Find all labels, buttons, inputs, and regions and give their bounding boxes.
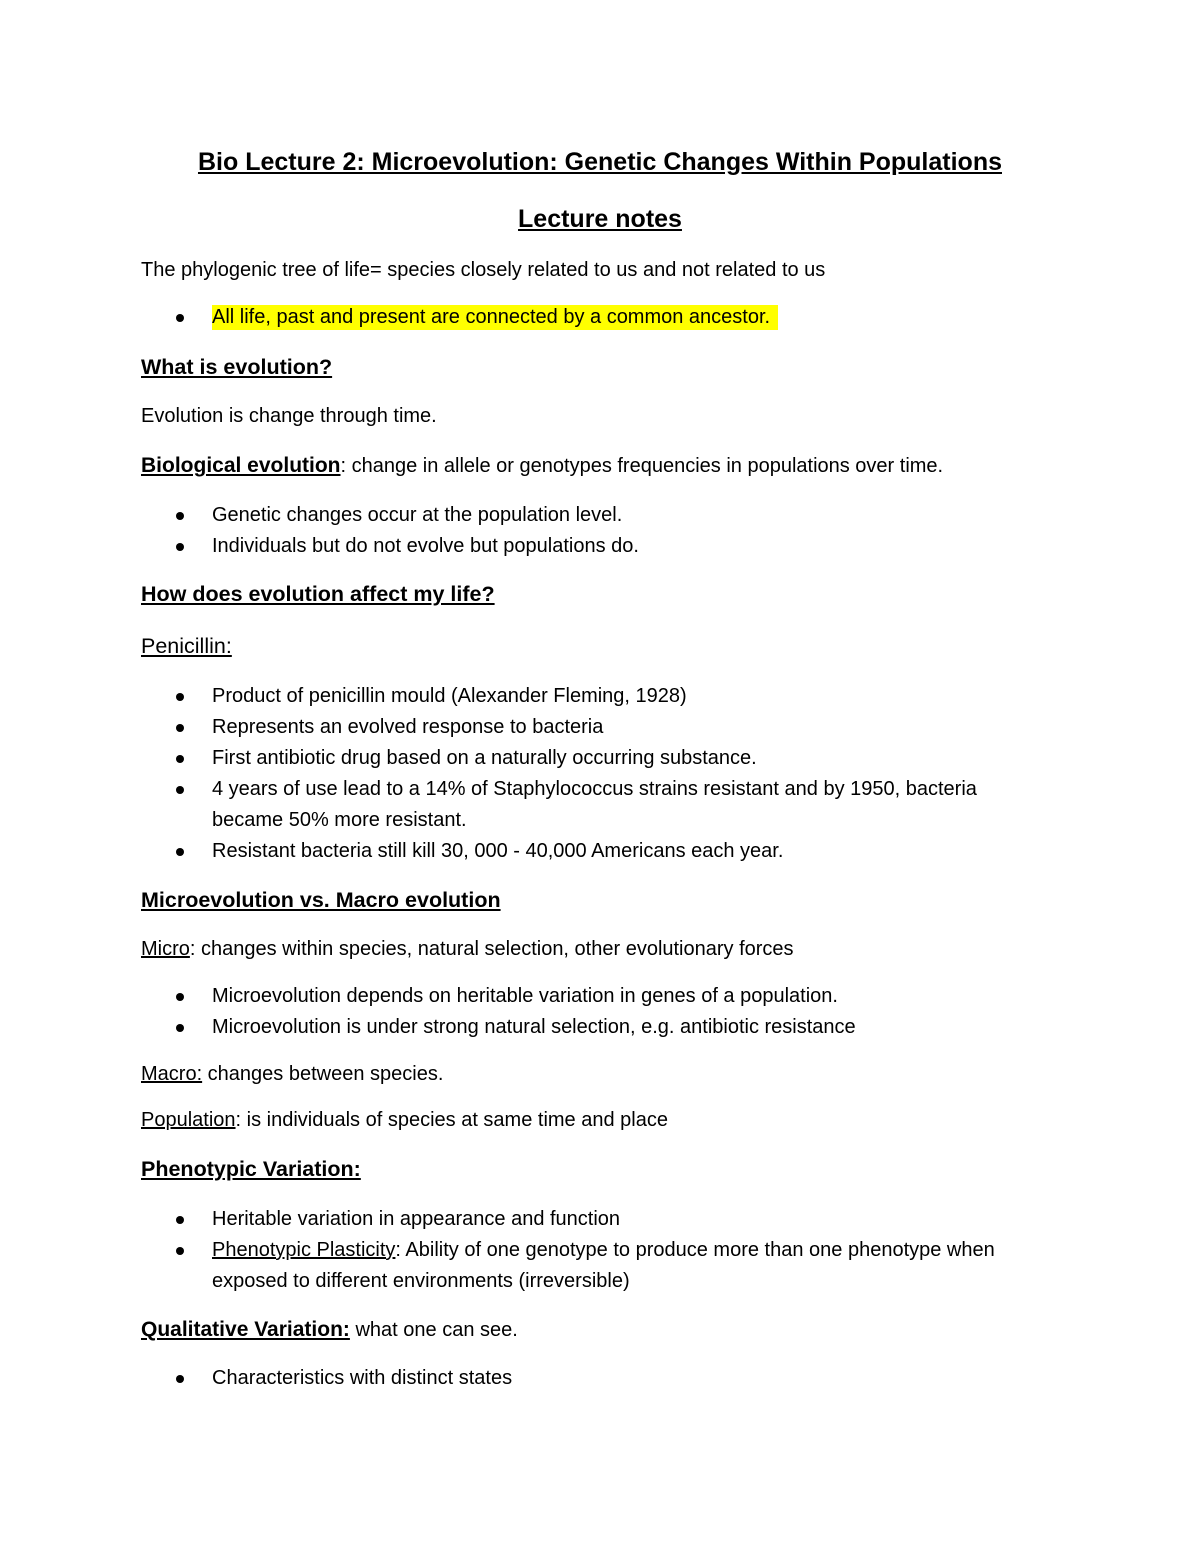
- document-subtitle: Lecture notes: [518, 205, 682, 233]
- micro-bullet-list: [141, 981, 856, 1043]
- biological-evolution-definition: [141, 454, 943, 478]
- list-item: Product of penicillin mould (Alexander Fleming, 1928): [141, 681, 1032, 712]
- definition-text: : change in allele or genotypes frequencies in populations over time.: [340, 455, 944, 477]
- evolution-text: Evolution is change through time.: [141, 405, 437, 427]
- heading-micro-vs-macro: Microevolution vs. Macro evolution: [141, 888, 501, 912]
- list-item: [141, 302, 778, 333]
- heading-what-is-evolution: What is evolution?: [141, 355, 333, 379]
- macro-definition: [141, 1062, 443, 1086]
- term-micro: Micro: [141, 938, 190, 960]
- definition-text: what one can see.: [349, 1319, 518, 1341]
- list-item: Individuals but do not evolve but populations do.: [141, 531, 639, 562]
- list-item: Represents an evolved response to bacteria: [141, 712, 1032, 743]
- term-phenotypic-plasticity: Phenotypic Plasticity: [212, 1239, 396, 1261]
- heading-qualitative-variation: Qualitative Variation:: [141, 1318, 350, 1341]
- definition-text: changes between species.: [202, 1063, 444, 1085]
- intro-bullet-list: [141, 302, 778, 333]
- heading-phenotypic-variation: Phenotypic Variation:: [141, 1157, 361, 1181]
- definition-text: : is individuals of species at same time and place: [235, 1109, 668, 1131]
- list-item: First antibiotic drug based on a naturally occurring substance.: [141, 743, 1032, 774]
- list-item: Characteristics with distinct states: [141, 1363, 512, 1394]
- list-item: Microevolution depends on heritable variation in genes of a population.: [141, 981, 856, 1012]
- qualitative-bullet-list: [141, 1363, 512, 1394]
- list-item: Resistant bacteria still kill 30, 000 - 40,000 Americans each year.: [141, 836, 1032, 867]
- heading-evolution-affect: How does evolution affect my life?: [141, 582, 495, 606]
- list-item: [141, 1235, 1032, 1297]
- phenotypic-bullet-list: [141, 1204, 1032, 1297]
- document-title: Bio Lecture 2: Microevolution: Genetic Changes Within Populations: [197, 148, 1002, 176]
- micro-definition: [141, 937, 794, 961]
- penicillin-bullet-list: [141, 681, 1032, 867]
- population-definition: [141, 1108, 668, 1132]
- list-item: Microevolution is under strong natural selection, e.g. antibiotic resistance: [141, 1012, 856, 1043]
- highlighted-text: All life, past and present are connected by a common ancestor.: [212, 305, 778, 330]
- term-population: Population: [141, 1109, 236, 1131]
- intro-text: The phylogenic tree of life= species closely related to us and not related to us: [141, 259, 826, 281]
- subheading-penicillin: Penicillin:: [141, 634, 232, 658]
- qualitative-variation-definition: [141, 1318, 518, 1342]
- list-item: Heritable variation in appearance and function: [141, 1204, 1032, 1235]
- term-macro: Macro:: [141, 1063, 203, 1085]
- list-item: Genetic changes occur at the population level.: [141, 500, 639, 531]
- term-biological-evolution: Biological evolution: [141, 454, 341, 477]
- definition-text: : Ability of one genotype to produce more than one phenotype when exposed to different environments (irreversible): [212, 1239, 995, 1292]
- definition-text: : changes within species, natural selection, other evolutionary forces: [189, 938, 794, 960]
- biological-bullet-list: [141, 500, 639, 562]
- list-item: 4 years of use lead to a 14% of Staphylococcus strains resistant and by 1950, bacteria became 50% more resistant.: [141, 774, 1032, 836]
